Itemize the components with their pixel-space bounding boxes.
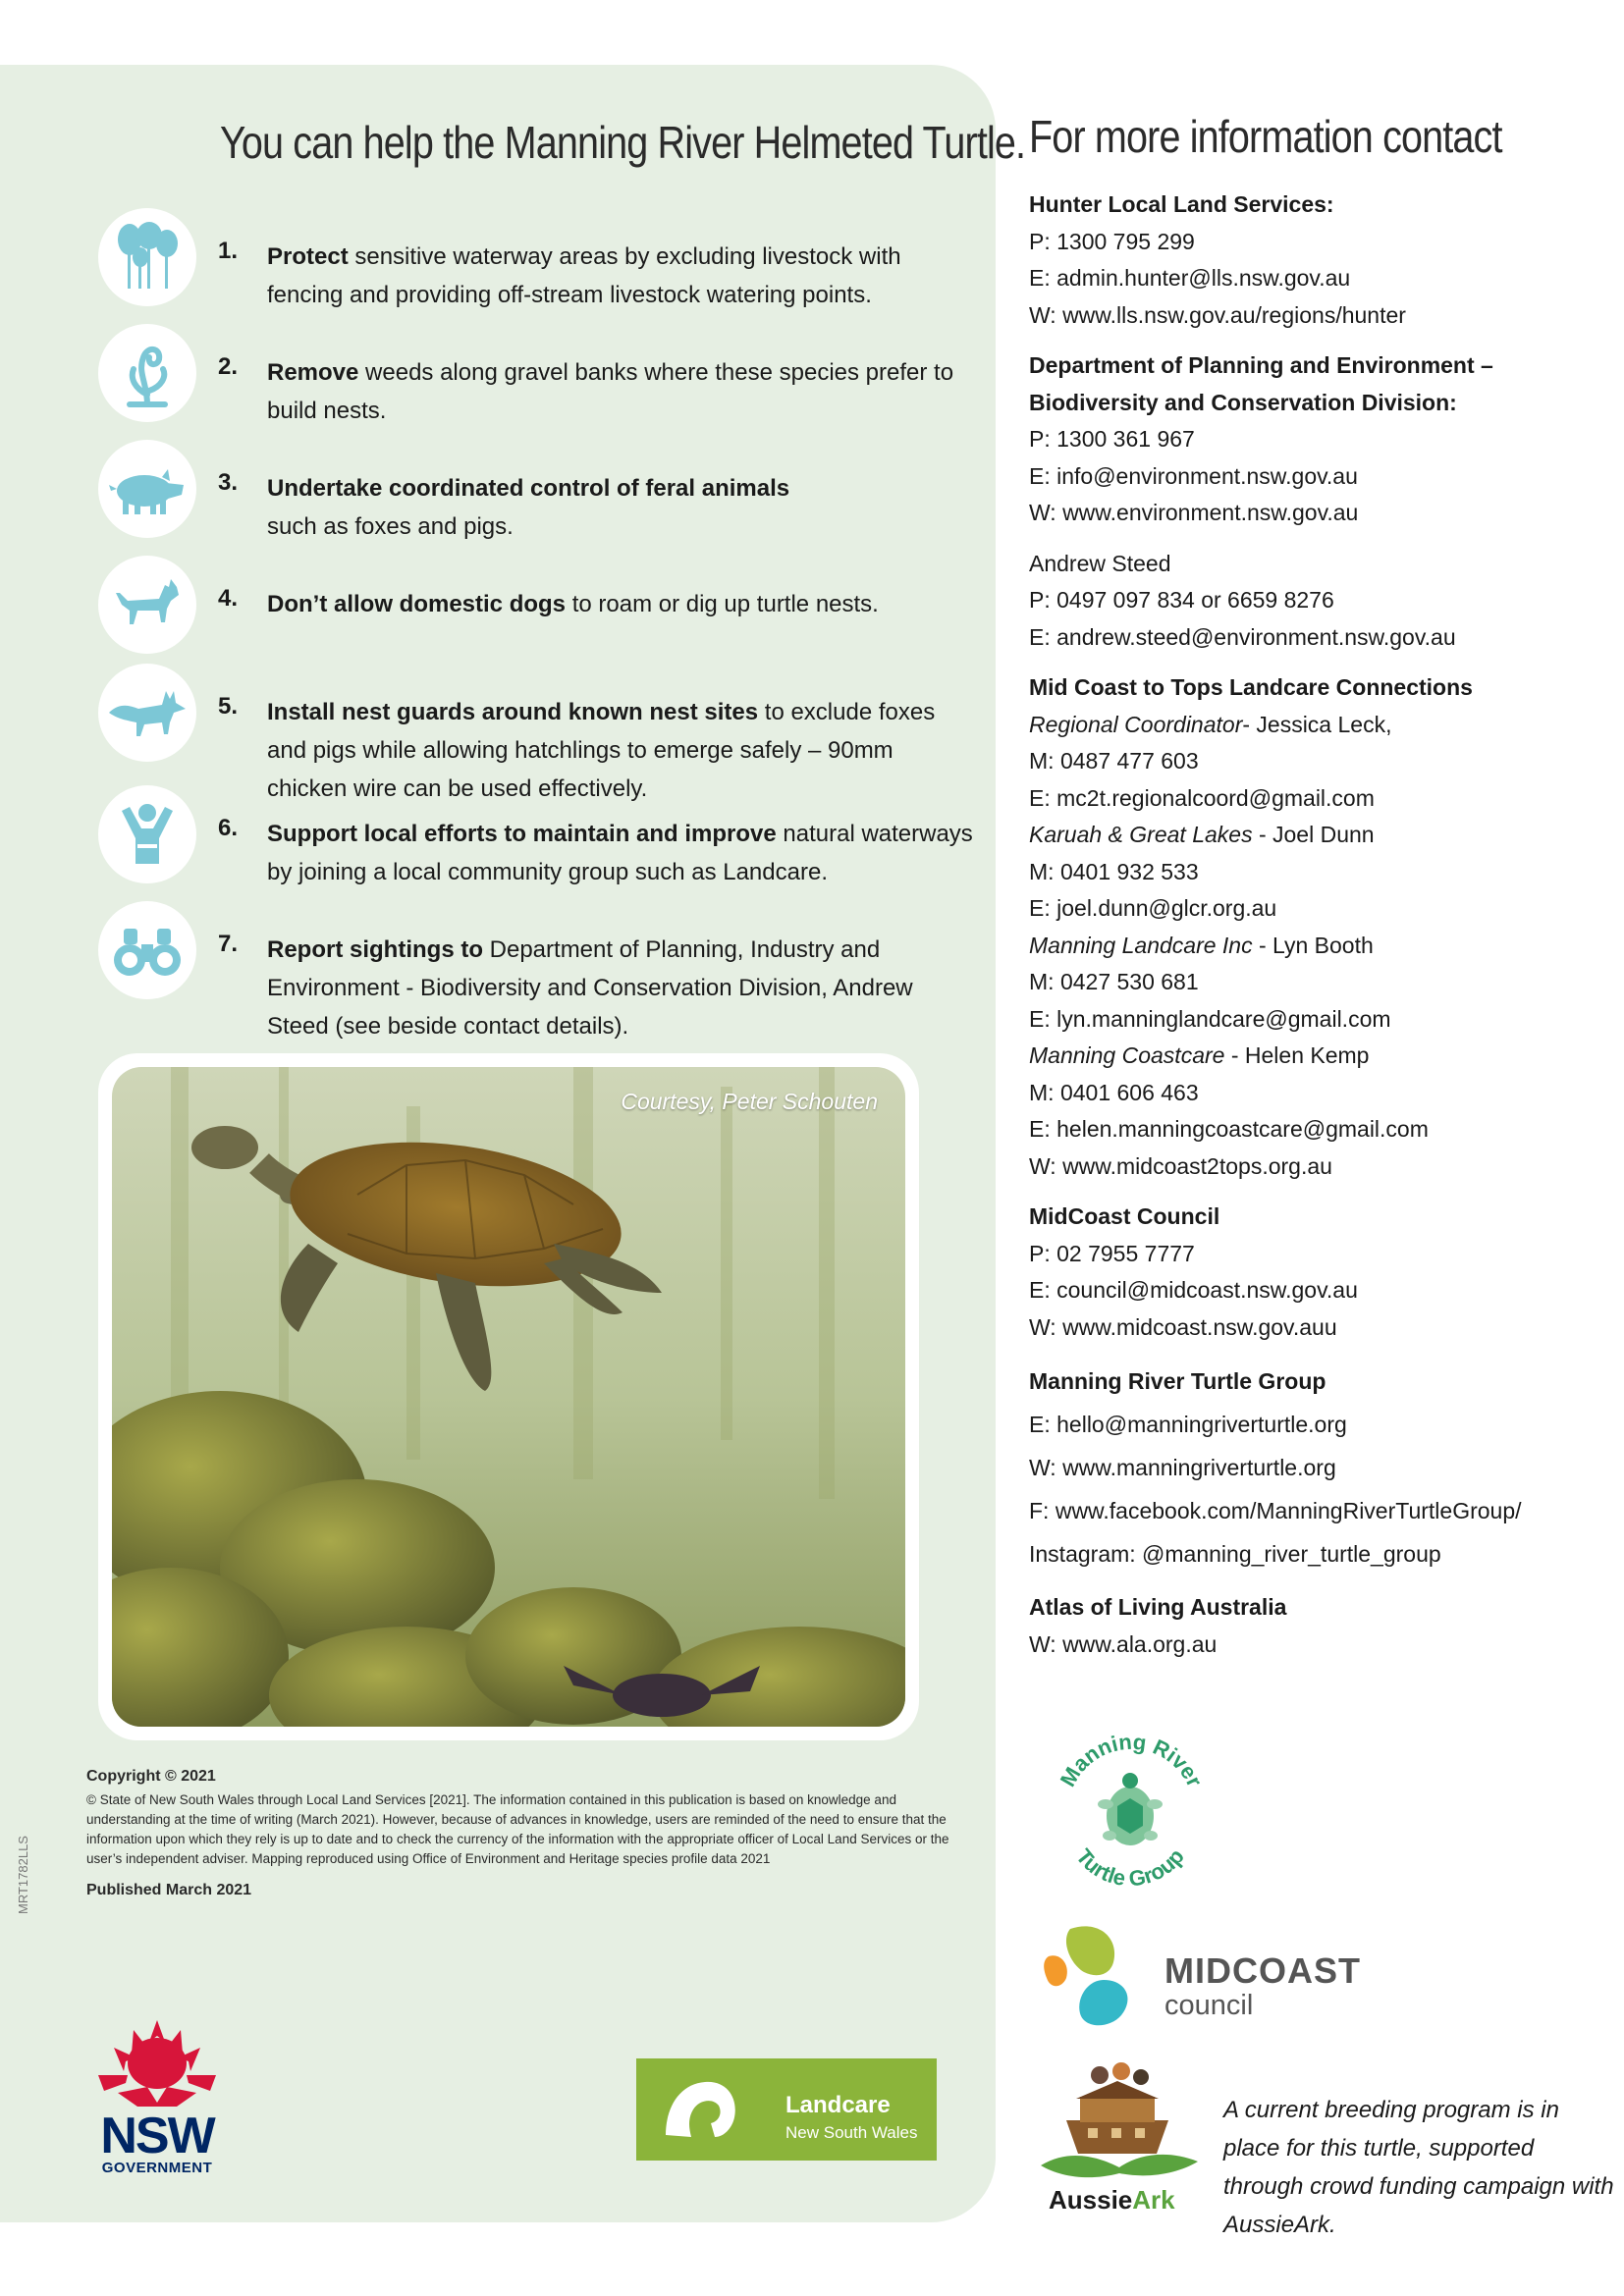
step-number: 1. [218,238,239,264]
contact-website[interactable]: W: www.manningriverturtle.org [1029,1455,1336,1480]
mrtg-logo-bottom-text: Turtle Group [1071,1843,1189,1892]
contact-dpe [1029,347,1608,532]
step-number: 4. [218,585,239,612]
contact-email[interactable]: E: hello@manningriverturtle.org [1029,1412,1347,1437]
svg-text:Turtle Group [1071,1844,1189,1892]
photo-credit: Courtesy, Peter Schouten [621,1089,878,1114]
landcare-hands-icon [636,2058,764,2161]
fox-icon [98,664,196,762]
step-text: Support local efforts to maintain and improve natural waterways by joining a local community group such as Landcare. [267,821,973,885]
landcare-name: Landcare [785,2092,891,2118]
contact-email[interactable]: E: info@environment.nsw.gov.au [1029,462,1358,489]
turtle-illustration [112,1067,905,1727]
step-number: 3. [218,469,239,496]
step-text: Undertake coordinated control of feral animals such as foxes and pigs. [267,475,790,540]
contact-website[interactable]: W: www.ala.org.au [1029,1630,1218,1657]
ark-icon [1031,2059,1208,2187]
contact-email[interactable]: E: admin.hunter@lls.nsw.gov.au [1029,265,1351,291]
contact-phone: P: 1300 795 299 [1029,228,1195,254]
midcoast-leaf-icon [1041,1919,1149,2037]
step-text: Report sightings to Department of Planning, Industry and Environment - Biodiversity and Conservation Division, Andrew Steed (see beside contact details). [267,936,913,1040]
copyright-text: © State of New South Wales through Local Land Services [2021]. The information contained in this publication is based on knowledge and understanding at the time of writing (March 2021). However, because of advances in knowledge, users are reminded of the need to ensure that the information upon which they rely is up to date and to check the currency of the information with the appropriate officer of Local Land Services or the user’s independent adviser. Mapping reproduced using Office of Environment and Heritage species profile data 2021 [86,1792,949,1866]
midcoast-council-logo [1041,1919,1361,2037]
landcare-nsw-logo [636,2058,937,2161]
org-name: Manning River Turtle Group [1029,1368,1326,1394]
trees-icon [98,208,196,306]
step-number: 7. [218,931,239,957]
nsw-government-logo [79,2012,236,2184]
weed-icon [98,324,196,422]
contact-role-line: Karuah & Great Lakes - Joel Dunn [1029,822,1375,847]
contact-website[interactable]: W: www.environment.nsw.gov.au [1029,500,1359,525]
pig-icon [98,440,196,538]
binoculars-icon [98,901,196,999]
contact-email[interactable]: E: mc2t.regionalcoord@gmail.com [1029,784,1375,811]
contact-heading: For more information contact [1029,111,1502,162]
contact-role-line: Regional Coordinator- Jessica Leck, [1029,711,1392,737]
mrtg-logo-top-text: Manning River [1055,1729,1208,1791]
org-name: MidCoast Council [1029,1203,1220,1229]
contact-email[interactable]: E: andrew.steed@environment.nsw.gov.au [1029,623,1456,650]
contact-role-line: Manning Landcare Inc - Lyn Booth [1029,932,1374,958]
contact-email[interactable]: E: council@midcoast.nsw.gov.au [1029,1277,1358,1303]
contact-phone: P: 0497 097 834 or 6659 8276 [1029,587,1334,613]
contact-website[interactable]: W: www.midcoast.nsw.gov.auu [1029,1313,1337,1340]
copyright-section [86,1767,970,1900]
org-name: Atlas of Living Australia [1029,1594,1287,1620]
contact-phone: P: 02 7955 7777 [1029,1240,1195,1266]
org-name: Department of Planning and Environment – Biodiversity and Conservation Division: [1029,352,1493,415]
step-number: 2. [218,353,239,380]
contact-andrew-steed [1029,546,1608,657]
dog-icon [98,556,196,654]
contact-email[interactable]: E: joel.dunn@glcr.org.au [1029,895,1277,921]
publication-code: MRT1782LLS [16,1836,30,1914]
step-number: 5. [218,693,239,720]
contact-email[interactable]: E: helen.manningcoastcare@gmail.com [1029,1116,1429,1142]
step-number: 6. [218,815,239,841]
breeding-program-note: A current breeding program is in place for this turtle, supported through crowd funding campaign with AussieArk. [1223,2097,1614,2238]
contact-facebook[interactable]: F: www.facebook.com/ManningRiverTurtleGroup/ [1029,1498,1522,1523]
contact-website[interactable]: W: www.lls.nsw.gov.au/regions/hunter [1029,301,1406,328]
copyright-title: Copyright © 2021 [86,1768,216,1785]
published-date: Published March 2021 [86,1882,252,1898]
main-heading: You can help the Manning River Helmeted Turtle. [220,117,1026,168]
contact-instagram[interactable]: Instagram: @manning_river_turtle_group [1029,1541,1441,1567]
contact-role-line: Manning Coastcare - Helen Kemp [1029,1042,1370,1068]
mrtg-logo [1047,1718,1214,1895]
org-name: Mid Coast to Tops Landcare Connections [1029,674,1473,700]
volunteer-icon [98,785,196,883]
midcoast-subtitle: council [1164,1990,1254,2021]
aussieark-name: AussieArk [1049,2185,1175,2215]
org-name: Hunter Local Land Services: [1029,191,1334,217]
turtle-photo-frame [98,1053,919,1740]
contact-mobile: M: 0401 606 463 [1029,1079,1199,1105]
step-text: Don’t allow domestic dogs to roam or dig up turtle nests. [267,591,879,617]
contact-email[interactable]: E: lyn.manninglandcare@gmail.com [1029,1005,1391,1032]
step-text: Remove weeds along gravel banks where these species prefer to build nests. [267,359,954,424]
contact-website[interactable]: W: www.midcoast2tops.org.au [1029,1152,1332,1179]
contact-phone: P: 1300 361 967 [1029,426,1195,452]
landcare-subtitle: New South Wales [785,2123,918,2142]
midcoast-name: MIDCOAST [1164,1950,1361,1991]
contact-mrtg [1029,1360,1608,1575]
contact-ala [1029,1589,1608,1663]
contact-mobile: M: 0427 530 681 [1029,969,1199,994]
step-text: Protect sensitive waterway areas by excluding livestock with fencing and providing off-stream livestock watering points. [267,243,901,308]
contact-mc2t [1029,669,1608,1185]
contact-mobile: M: 0401 932 533 [1029,858,1199,884]
nsw-logo-text: NSW [100,2108,214,2164]
nsw-logo-subtext: GOVERNMENT [101,2160,213,2176]
step-text: Install nest guards around known nest sites to exclude foxes and pigs while allowing hatchlings to emerge safely – 90mm chicken wire can be used effectively. [267,699,936,802]
aussieark-logo [1031,2059,1208,2226]
contact-person: Andrew Steed [1029,550,1171,576]
waratah-icon [79,2012,236,2110]
contact-mobile: M: 0487 477 603 [1029,748,1199,774]
turtle-icon [1098,1773,1163,1845]
contacts-list [1029,187,1608,1677]
contact-hunter-lls [1029,187,1608,334]
contact-midcoast-council [1029,1199,1608,1346]
